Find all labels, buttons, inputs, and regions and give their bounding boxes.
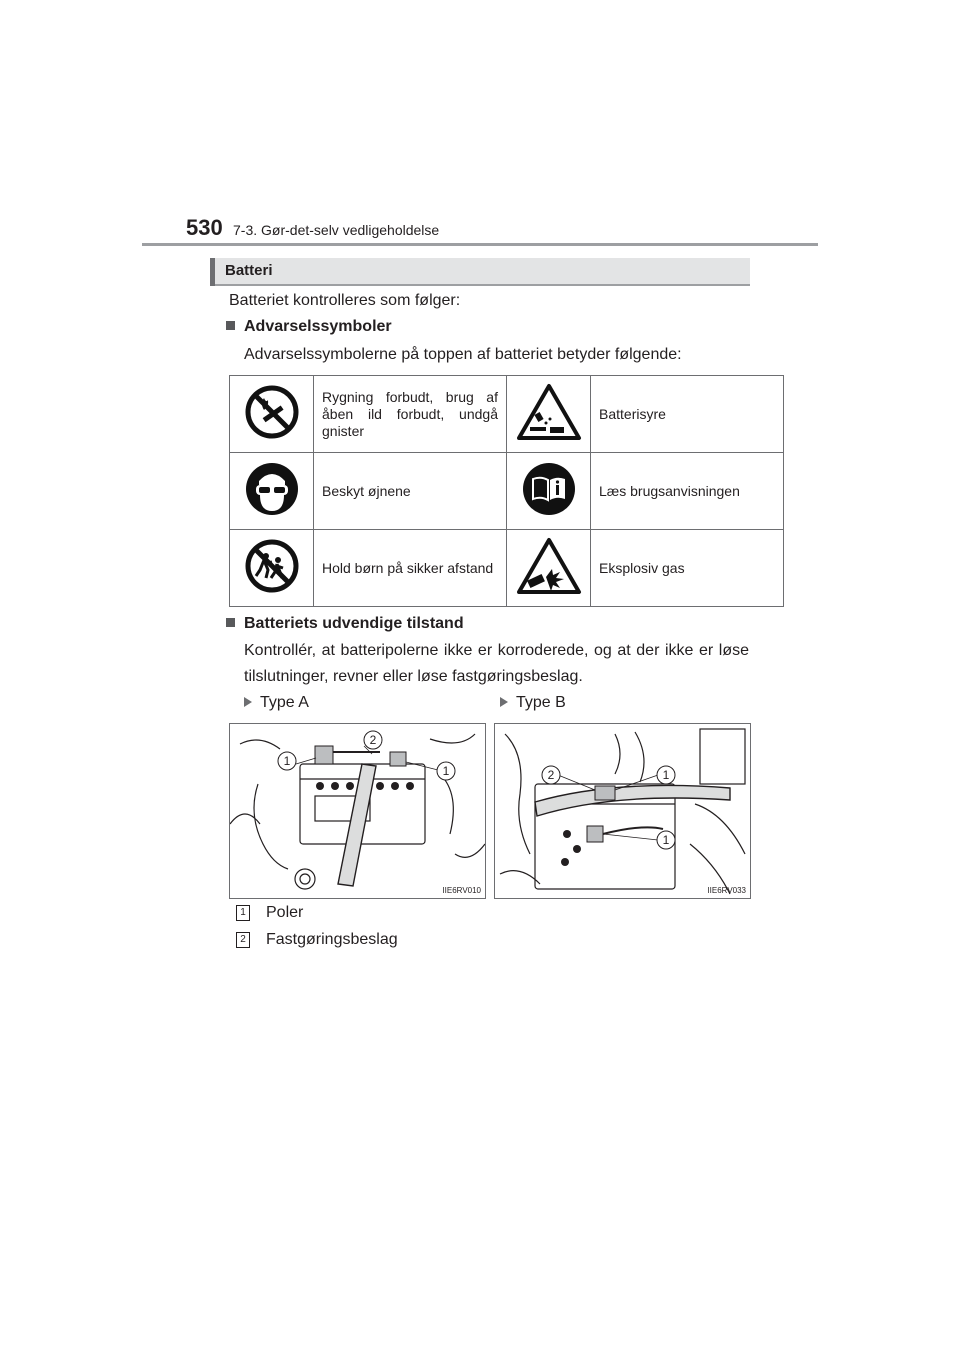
legend-item bbox=[236, 927, 398, 953]
battery-acid-warning-icon bbox=[507, 376, 591, 453]
legend-number: 1 bbox=[236, 905, 250, 921]
symbol-row bbox=[230, 530, 784, 607]
exterior-description: Kontrollér, at batteripolerne ikke er korroderede, og at der ikke er løse tilslutninger, revner eller løse fastgøringsbeslag. bbox=[244, 642, 749, 685]
warning-symbol-table bbox=[229, 375, 784, 607]
bullet-square-icon bbox=[226, 618, 235, 627]
symbol-row bbox=[230, 376, 784, 453]
svg-text:2: 2 bbox=[369, 733, 377, 747]
eye-protection-icon bbox=[230, 453, 314, 530]
arrow-right-icon bbox=[500, 697, 508, 707]
svg-text:1: 1 bbox=[283, 754, 291, 768]
illustration-code: IIE6RV033 bbox=[707, 886, 746, 895]
svg-text:1: 1 bbox=[442, 764, 450, 778]
type-b-illustration bbox=[494, 723, 751, 899]
bullet-square-icon bbox=[226, 321, 235, 330]
illustration-code: IIE6RV010 bbox=[442, 886, 481, 895]
symbol-row bbox=[230, 453, 784, 530]
legend-text: Poler bbox=[266, 904, 304, 921]
symbol-text: Hold børn på sikker afstand bbox=[314, 530, 507, 607]
intro-text: Batteriet kontrolleres som følger: bbox=[229, 292, 461, 309]
heading-text: Advarselssymboler bbox=[244, 318, 392, 335]
exterior-heading bbox=[226, 615, 464, 633]
legend-item bbox=[236, 900, 303, 926]
type-a-label bbox=[244, 690, 309, 716]
symbol-text: Batterisyre bbox=[591, 376, 784, 453]
legend-number: 2 bbox=[236, 932, 250, 948]
arrow-right-icon bbox=[244, 697, 252, 707]
legend-text: Fastgøringsbeslag bbox=[266, 931, 398, 948]
svg-text:2: 2 bbox=[547, 768, 555, 782]
explosive-gas-warning-icon bbox=[507, 530, 591, 607]
warning-symbols-heading bbox=[226, 318, 392, 336]
section-header bbox=[210, 258, 750, 286]
svg-text:1: 1 bbox=[662, 833, 670, 847]
type-a-illustration bbox=[229, 723, 486, 899]
warning-symbols-description: Advarselssymbolerne på toppen af batteriet betyder følgende: bbox=[244, 346, 682, 363]
svg-text:1: 1 bbox=[662, 768, 670, 782]
section-title: Batteri bbox=[225, 262, 273, 279]
type-label-text: Type A bbox=[260, 694, 309, 711]
type-b-label bbox=[500, 690, 566, 716]
symbol-text: Læs brugsanvisningen bbox=[591, 453, 784, 530]
symbol-text: Rygning forbudt, brug af åben ild forbudt, undgå gnister bbox=[314, 376, 507, 453]
section-accent bbox=[210, 258, 215, 286]
read-manual-icon bbox=[507, 453, 591, 530]
type-label-text: Type B bbox=[516, 694, 566, 711]
header-divider bbox=[142, 243, 818, 246]
symbol-text: Eksplosiv gas bbox=[591, 530, 784, 607]
symbol-text: Beskyt øjnene bbox=[314, 453, 507, 530]
chapter-title: 7-3. Gør-det-selv vedligeholdelse bbox=[233, 222, 440, 238]
heading-text: Batteriets udvendige tilstand bbox=[244, 615, 464, 632]
page-number: 530 bbox=[186, 215, 223, 240]
keep-children-away-icon bbox=[230, 530, 314, 607]
no-smoking-icon bbox=[230, 376, 314, 453]
